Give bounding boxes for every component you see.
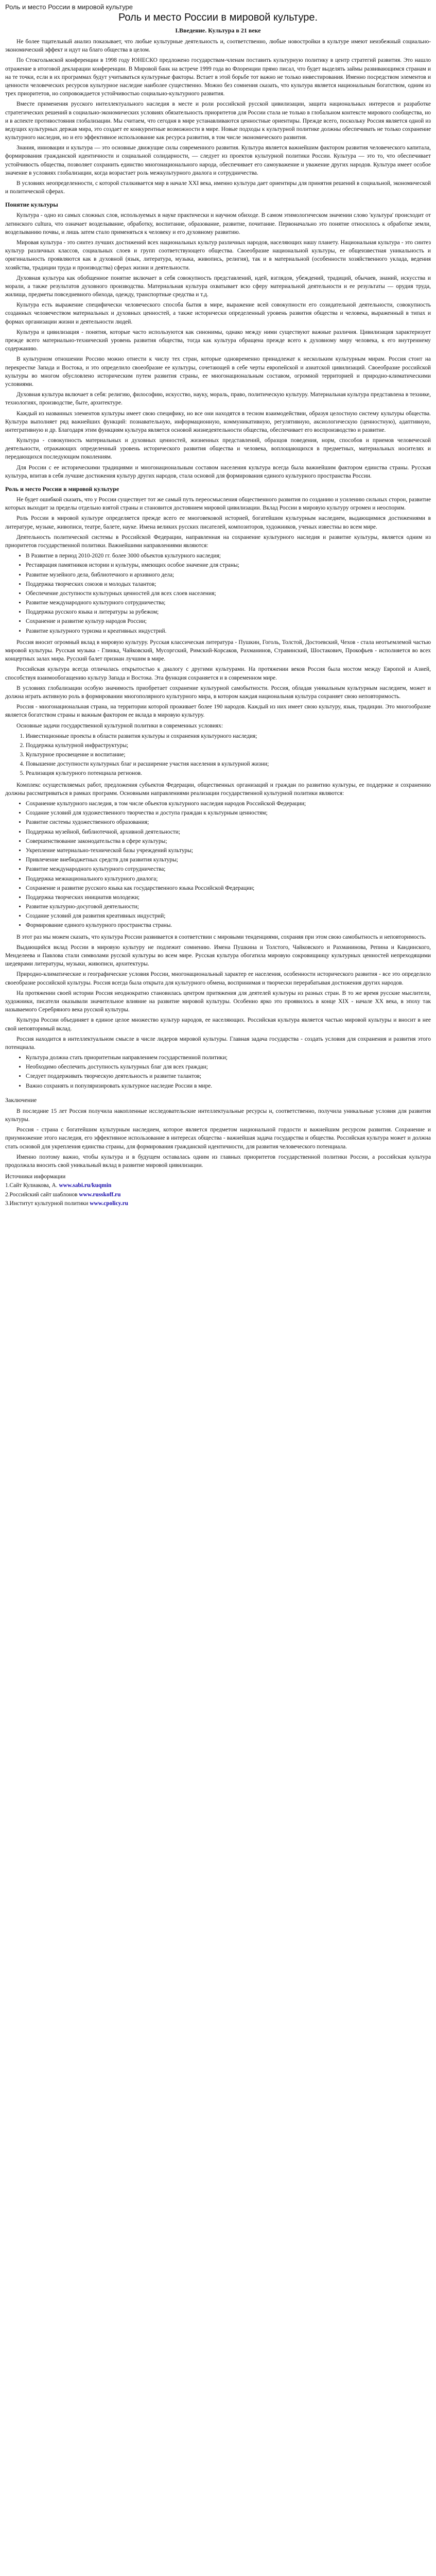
page-title: Роль и место России в мировой культуре.: [118, 12, 318, 23]
sections-container: [5, 201, 431, 1090]
list-item: • Поддержка русского языка и литературы за рубежом;: [26, 608, 431, 616]
reference-label: 3.Институт культурной политики: [5, 1200, 90, 1207]
bullet-list: [5, 1054, 431, 1090]
section: [5, 201, 431, 480]
section-heading: Понятие культуры: [5, 201, 58, 209]
paragraph: Основные задачи государственной культурной политики в современных условиях:: [16, 722, 223, 729]
paragraph: В культурном отношении Россию можно отнести к числу тех стран, которые одновременно принадлежат к нескольким культурным мирам. Россия стоит на перекрестке Запада и Востока, и это определило своеобразие ее культуры, сочетающей в себе черты европейской и азиатской цивилизаций. Своеобразие российской культуры во многом обусловлено историческим путем развития страны, ее многонациональным составом, огромной территорией и природно-климатическими условиями.: [5, 356, 431, 387]
list-item: • Развитие культурного туризма и креативных индустрий.: [26, 627, 431, 635]
paragraph: Россия - страна с богатейшим культурным наследием, которое является предметом национальной гордости и важнейшим ресурсом развития. Сохранение и приумножение этого наследия, его эффективное использование в интересах общества - важнейшая задача государства и общества. Российская культура может и должна стать основой для укрепления единства страны, для формирования гражданской идентичности, для развития человеческого потенциала.: [5, 1127, 431, 1150]
reference-item: [5, 1181, 431, 1191]
paragraph: Именно поэтому важно, чтобы культура и в будущем оставалась одним из главных приоритетов государственной политики России, а российская культура продолжала вносить свой уникальный вклад в развитие мировой цивилизации.: [5, 1154, 431, 1168]
paragraph: Деятельность политической системы в Российской Федерации, направленная на сохранение культурного наследия и развитие культуры, является одним из приоритетов государственной политики. Важнейшими направлениями являются:: [5, 534, 431, 549]
paragraph: В последние 15 лет Россия получила накопленные исследовательские интеллектуальные ресурсы и, соответственно, получила уникальные условия для развития культуры.: [5, 1108, 431, 1123]
paragraph: Не более тщательный анализ показывает, что любые культурные деятельность и, соответственно, любые новостройки в культуре имеют неизбежный социально-экономический эффект и идут на благо общества в целом.: [5, 39, 431, 54]
paragraph: Комплекс осуществляемых работ, предложения субъектов Федерации, общественных организаций и граждан по развитию культуры, ее поддержке и сохранению должны рассматриваться в рамках программ. Основными направлениями реализации государственной культурной политики являются:: [5, 782, 431, 796]
intro-section: [5, 38, 431, 196]
paragraph: Мировая культура - это синтез лучших достижений всех национальных культур различных народов, населяющих нашу планету. Национальная культура - это синтез культур различных классов, социальных слоев и групп соответствующего общества. Своеобразие национальной культуры, ее общеизвестная уникальность и оригинальность проявляются как в духовной (язык, литература, музыка, живопись, религия), так и в материальной (особенности хозяйственного уклада, ведения хозяйства, традиции труда и производства) сферах жизни и деятельности.: [5, 239, 431, 271]
document: [5, 0, 431, 1209]
paragraph: Вместе применения русского интеллектуального наследия в месте и роли российской русской цивилизации, защита национальных интересов и разработке стратегических решений в социально-экономических условиях обязательность приоритетов для России стала не только в глобальном контексте мирового сообщества, но и в аспекте противостояния глобализации. Мы считаем, что сегодня в мире устанавливаются ценностные ориентиры. Прежде всего, поскольку Россия является одной из ведущих культурных держав мира, это создает ее конкурентные возможности в мире. Новые подходы к культурной политике должны обеспечивать не только сохранение культурного наследия, но и его эффективное использование как ресурса развития, в том числе экономического развития.: [5, 101, 431, 141]
list-item: 3. Культурное просвещение и воспитание;: [26, 751, 431, 759]
paragraph: Знания, инновации и культура — это основные движущие силы современного развития. Культура является важнейшим фактором развития человеческого капитала, формирования гражданской идентичности и социальной солидарности, — следует из проектов культурной политики России. Культура — это то, что обеспечивает устойчивость общества, позволяет сохранить единство многонационального народа, обеспечивает его самоуважение и уважение других народов. Культура имеет особое значение в условиях глобализации, когда возрастает роль межкультурного диалога и сотрудничества.: [5, 145, 431, 176]
paragraph: Роль России в мировой культуре определяется прежде всего ее многовековой историей, богатейшим культурным наследием, выдающимися достижениями в литературе, музыке, живописи, театре, балете, науке. Имена великих русских писателей, композиторов, художников, ученых известны во всем мире.: [5, 515, 431, 530]
bullet-list: [5, 800, 431, 930]
list-item: • Следует поддерживать творческую деятельность и развитие талантов;: [26, 1072, 431, 1080]
paragraph: Духовная культура включает в себя: религию, философию, искусство, науку, мораль, право, политическую культуру. Материальная культура представлена в технике, технологиях, производстве, быте, архитектуре.: [5, 392, 431, 406]
list-item: • Развитие культурно-досуговой деятельности;: [26, 903, 431, 911]
numbered-list: [5, 732, 431, 778]
reference-item: [5, 1191, 431, 1200]
list-item: • Сохранение и развитие русского языка как государственного языка Российской Федерации;: [26, 884, 431, 892]
list-item: • Формирование единого культурного пространства страны.: [26, 921, 431, 929]
section-heading: Роль и место России в мировой культуре: [5, 485, 119, 493]
references-list: [5, 1181, 431, 1209]
paragraph: Для России с ее историческими традициями и многонациональным составом населения культура всегда была важнейшим фактором единства страны. Русская культура, впитав в себя лучшие достижения культур других народов, стала основой для формирования единого культурного пространства России.: [5, 464, 431, 479]
paragraph: Россия находится в интеллектуальном смысле в числе лидеров мировой культуры. Главная задача государства - создать условия для сохранения и развития этого потенциала.: [5, 1036, 431, 1050]
section: [5, 485, 431, 720]
list-item: • В Развитие в период 2010-2020 гг. более 3000 объектов культурного наследия;: [26, 552, 431, 560]
document-header: Роль и место России в мировой культуре: [5, 3, 133, 11]
list-item: • Реставрация памятников истории и культуры, имеющих особое значение для страны;: [26, 561, 431, 569]
paragraph: На протяжении своей истории Россия неоднократно становилась центром притяжения для деятелей культуры из разных стран. В то же время русские мыслители, художники, писатели оказывали значительное влияние на развитие мировой культуры. Особенно ярко это проявилось в конце XIX - начале XX века, в эпоху так называемого Серебряного века русской культуры.: [5, 990, 431, 1013]
paragraph: По Стокгольмской конференции в 1998 году ЮНЕСКО предложено государствам-членам поставить культурную политику в центр стратегий развития. Это нашло отражение в итоговой декларации конференции. В Мировой банк на встрече 1999 года во Флоренции прямо писал, что будет выделять займы развивающимся странам и на те точки, если в их программах будут учитываться культурные факторы. Встает в этой борьбе тот важно не только инвестирования. Именно посредством элементов и ценности человеческих ресурсов культурное наследие наиболее существенно. Можно без сомнения сказать, что культура является национальным богатством, одним из трех приоритетов, но сопровождается устойчивостью социально-культурного развития.: [5, 57, 431, 97]
reference-link[interactable]: www.cpolicy.ru: [90, 1200, 128, 1207]
list-item: • Создание условий для развития креативных индустрий;: [26, 912, 431, 920]
paragraph: Культура России объединяет в единое целое множество культур народов, ее населяющих. Российская культура является частью мировой культуры и вносит в нее свой неповторимый вклад.: [5, 1017, 431, 1032]
list-item: • Сохранение и развитие культур народов России;: [26, 617, 431, 625]
list-item: • Важно сохранять и популяризировать культурное наследие России в мире.: [26, 1082, 431, 1090]
paragraph: Российская культура всегда отличалась открытостью к диалогу с другими культурами. На протяжении веков Россия была мостом между Европой и Азией, способствуя взаимообогащению культур Запада и Востока. Эта функция сохраняется и в современном мире.: [5, 666, 431, 681]
paragraph: Культура и цивилизация - понятия, которые часто используются как синонимы, однако между ними существуют важные различия. Цивилизация характеризует прежде всего материально-технический уровень развития общества, тогда как культура обращена прежде всего к духовному миру человека, к его внутреннему содержанию.: [5, 329, 431, 352]
intro-heading: I.Введение. Культура в 21 веке: [175, 27, 261, 34]
list-item: • Развитие международного культурного сотрудничества;: [26, 599, 431, 607]
list-item: • Укрепление материально-технической базы учреждений культуры;: [26, 846, 431, 855]
list-item: • Развитие международного культурного сотрудничества;: [26, 865, 431, 873]
paragraph: В этот раз мы можем сказать, что культура России развивается в соответствии с мировыми тенденциями, сохраняя при этом свою самобытность и неповторимость.: [16, 934, 426, 940]
list-item: • Обеспечение доступности культурных ценностей для всех слоев населения;: [26, 589, 431, 598]
paragraph: Каждый из названных элементов культуры имеет свою специфику, но все они находятся в тесном взаимодействии, образуя целостную систему культуры общества. Культура выполняет ряд важнейших функций: познавательную, информационную, коммуникативную, регулятивную, аксиологическую (ценностную), адаптивную, интегративную и др. Благодаря этим функциям культура является основой жизнедеятельности общества, обеспечивает его воспроизводство и развитие.: [5, 410, 431, 433]
reference-label: 1.Сайт Кулиакова, А.: [5, 1182, 59, 1189]
list-item: • Поддержка творческих союзов и молодых талантов;: [26, 580, 431, 588]
list-item: • Поддержка межнационального культурного диалога;: [26, 875, 431, 883]
paragraph: Природно-климатические и географические условия России, многонациональный характер ее населения, особенности исторического развития - все это определило своеобразие российской культуры. Россия всегда была открыта для культурного обмена, воспринимая и творчески перерабатывая достижения других народов.: [5, 971, 431, 986]
list-item: • Сохранение культурного наследия, в том числе объектов культурного наследия народов Российской Федерации;: [26, 800, 431, 808]
conclusion-heading: Заключение: [5, 1096, 37, 1104]
paragraph: Россия вносит огромный вклад в мировую культуру. Русская классическая литература - Пушкин, Гоголь, Толстой, Достоевский, Чехов - стала неотъемлемой частью мировой культуры. Русская музыка - Глинка, Чайковский, Мусоргский, Римский-Корсаков, Рахманинов, Стравинский, Шостакович, Прокофьев - исполняется во всех концертных залах мира. Русский балет признан лучшим в мире.: [5, 639, 431, 663]
paragraph: В условиях глобализации особую значимость приобретает сохранение культурной самобытности. Россия, обладая уникальным культурным наследием, может и должна играть активную роль в формировании многополярного культурного мира, в котором каждая национальная культура сохраняет свою неповторимость.: [5, 685, 431, 700]
list-item: 1. Инвестиционные проекты в области развития культуры и сохранения культурного наследия;: [26, 732, 431, 740]
list-item: 2. Поддержка культурной инфраструктуры;: [26, 741, 431, 750]
list-item: • Создание условий для художественного творчества и доступа граждан к культурным ценностям;: [26, 809, 431, 817]
list-item: • Поддержка музейной, библиотечной, архивной деятельности;: [26, 828, 431, 836]
list-item: • Развитие музейного дела, библиотечного и архивного дела;: [26, 571, 431, 579]
paragraph: Культура - одно из самых сложных слов, используемых в науке практически и научном обиходе. В самом этимологическом значении слово 'культура' происходит от латинского cultura, что означает возделывание, обработку, воспитание, образование, развитие, почитание. Первоначально это понятие относилось к обработке земли, возделыванию почвы, и лишь затем стало применяться к человеку и его духовному развитию.: [5, 212, 431, 235]
paragraph: В условиях неопределенности, с которой сталкивается мир в начале XXI века, именно культура дает ориентиры для принятия решений в социальной, экономической и политической сферах.: [5, 180, 431, 195]
bullet-list: [5, 552, 431, 635]
list-item: • Привлечение внебюджетных средств для развития культуры;: [26, 856, 431, 864]
section: [5, 722, 431, 798]
list-item: • Развитие системы художественного образования;: [26, 818, 431, 826]
list-item: 5. Реализация культурного потенциала регионов.: [26, 769, 431, 777]
reference-link[interactable]: www.sabi.ru/kuqmin: [59, 1182, 112, 1189]
paragraph: Россия - многонациональная страна, на территории которой проживает более 190 народов. Каждый из них имеет свою культуру, язык, традиции. Это многообразие является богатством страны и важным фактором ее вклада в мировую культуру.: [5, 704, 431, 719]
list-item: • Необходимо обеспечить доступность культурных благ для всех граждан;: [26, 1063, 431, 1071]
paragraph: Культура есть выражение специфически человеческого способа бытия в мире, выражение всей совокупности его созидательной деятельности, совокупность созданных человечеством материальных и духовных ценностей, а также исторически определенный уровень развития общества и человека, выраженный в типах и формах организации жизни и деятельности людей.: [5, 302, 431, 325]
reference-link[interactable]: www.russkoff.ru: [79, 1191, 121, 1198]
reference-item: [5, 1199, 431, 1209]
paragraph: Культура - совокупность материальных и духовных ценностей, жизненных представлений, образцов поведения, норм, способов и приемов человеческой деятельности, отражающих определенный уровень исторического развития общества и человека, воплощающихся в предметных, материальных носителях и передающихся последующим поколениям.: [5, 437, 431, 461]
paragraph: Выдающийся вклад России в мировую культуру не подлежит сомнению. Имена Пушкина и Толстого, Чайковского и Рахманинова, Репина и Кандинского, Менделеева и Павлова стали символами русской культуры во всем мире. Русская культура обогатила мировую сокровищницу культурных ценностей непреходящими шедеврами литературы, музыки, живописи, архитектуры.: [5, 944, 431, 968]
list-item: • Культура должна стать приоритетным направлением государственной политики;: [26, 1054, 431, 1062]
references-heading: Источники информации: [5, 1174, 66, 1180]
section: [5, 800, 431, 1033]
paragraph: Не будет ошибкой сказать, что у России существует тот же самый путь переосмысления общественного развития по созданию и усилению сильных сторон, развитие которых выходит за пределы отдельно взятой страны и становится достоянием мировой цивилизации. Вклад России в мировую культуру огромен и неоспорим.: [5, 497, 431, 512]
list-item: 4. Повышение доступности культурных благ и расширение участия населения в культурной жизни;: [26, 760, 431, 768]
list-item: • Совершенствование законодательства в сфере культуры;: [26, 837, 431, 845]
conclusion-section: [5, 1107, 431, 1170]
section: [5, 1035, 431, 1090]
list-item: • Поддержка творческих инициатив молодежи;: [26, 893, 431, 902]
paragraph: Духовная культура как обобщенное понятие включает в себя совокупность представлений, идей, взглядов, убеждений, традиций, обычаев, знаний, искусства и морали, а также результатов духовного производства. Материальная культура охватывает всю сферу материальной деятельности и ее результаты — орудия труда, жилища, предметы повседневного обихода, одежду, транспортные средства и т.д.: [5, 275, 431, 298]
reference-label: 2.Российский сайт шаблонов: [5, 1191, 79, 1198]
